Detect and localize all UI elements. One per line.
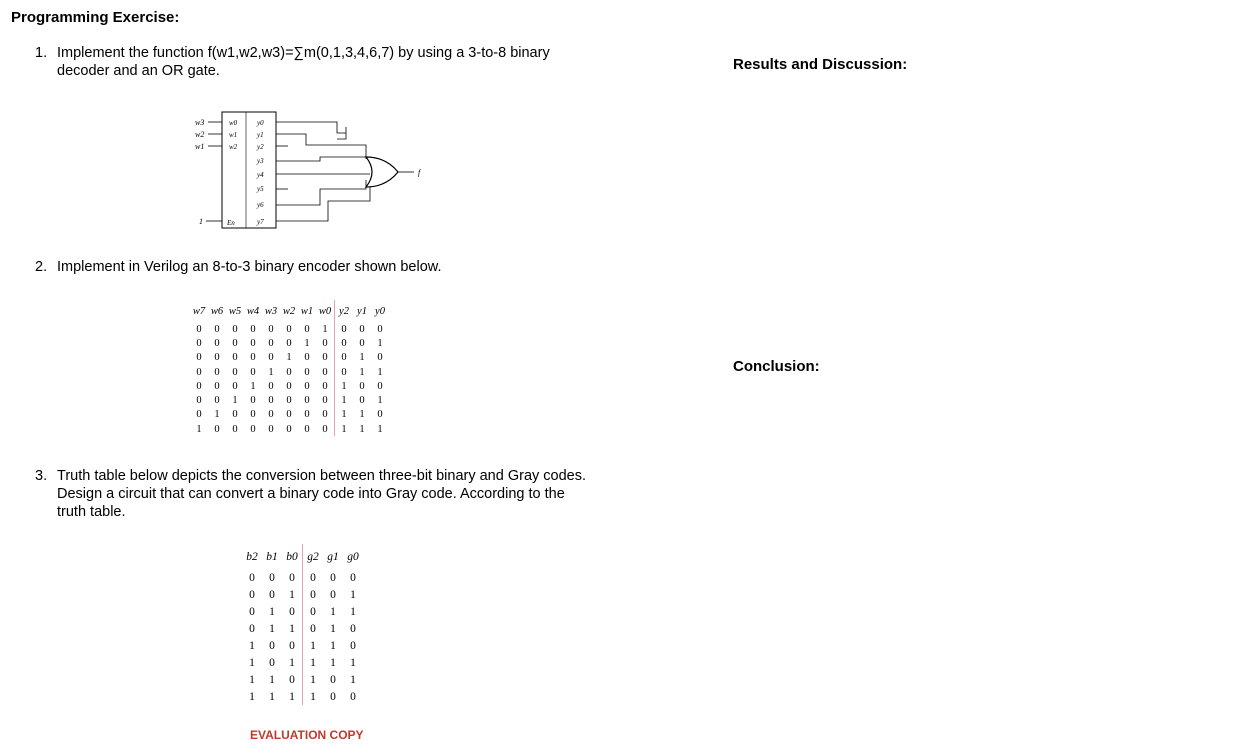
input-label: w1: [195, 142, 205, 151]
table-row: [242, 671, 363, 688]
decoder-input: w0: [229, 119, 238, 127]
table-cell: 0: [249, 622, 255, 635]
table-cell: 0: [322, 395, 328, 407]
exercise-text-line: Truth table below depicts the conversion between three-bit binary and Gray codes.: [57, 468, 587, 484]
table-row: [242, 637, 363, 654]
table-cell: 0: [196, 380, 202, 392]
table-cell: 0: [232, 423, 238, 435]
table-cell: 0: [250, 409, 256, 421]
table-cell: 1: [214, 409, 220, 421]
table-cell: 0: [350, 690, 356, 703]
table-cell: 0: [268, 395, 274, 407]
table-cell: 0: [359, 323, 365, 335]
table-row: [190, 351, 389, 365]
table-row: [190, 422, 389, 436]
table-row: [242, 620, 363, 637]
table-row: [242, 569, 363, 586]
table-cell: 0: [214, 380, 220, 392]
table-cell: 0: [268, 380, 274, 392]
table-cell: 1: [249, 673, 255, 686]
table-cell: 0: [286, 409, 292, 421]
table-cell: 1: [304, 337, 310, 349]
table-cell: 1: [359, 352, 365, 364]
table-cell: 0: [286, 380, 292, 392]
table-cell: 1: [377, 395, 383, 407]
table-cell: 1: [250, 380, 256, 392]
table-cell: 0: [359, 380, 365, 392]
table-cell: 0: [232, 337, 238, 349]
exercise-number: 2.: [35, 259, 48, 275]
table-cell: 1: [350, 673, 356, 686]
exercise-1: [35, 44, 597, 82]
table-cell: 0: [250, 352, 256, 364]
column-header: g2: [303, 544, 324, 569]
table-cell: 0: [303, 586, 324, 603]
exercise-text-line: Implement in Verilog an 8-to-3 binary encoder shown below.: [57, 259, 442, 275]
table-cell: 0: [249, 588, 255, 601]
table-row: [190, 379, 389, 393]
decoder-output: y6: [257, 201, 264, 209]
table-cell: 1: [335, 408, 354, 422]
table-cell: 0: [269, 571, 275, 584]
column-header: y0: [375, 305, 385, 317]
table-cell: 0: [330, 673, 336, 686]
table-cell: 1: [303, 688, 324, 705]
table-cell: 0: [322, 409, 328, 421]
table-cell: 1: [289, 690, 295, 703]
input-label: w2: [195, 130, 205, 139]
table-cell: 0: [289, 639, 295, 652]
table-cell: 1: [289, 656, 295, 669]
table-cell: 0: [249, 605, 255, 618]
table-cell: 0: [350, 622, 356, 635]
table-cell: 1: [286, 352, 292, 364]
decoder-output: y0: [257, 119, 264, 127]
table-cell: 0: [322, 423, 328, 435]
table-cell: 0: [304, 409, 310, 421]
table-cell: 1: [303, 654, 324, 671]
gray-code-truth-table: [242, 544, 363, 705]
exercise-text-line: truth table.: [57, 504, 126, 520]
table-cell: 0: [196, 337, 202, 349]
column-header: y1: [357, 305, 367, 317]
table-cell: 1: [359, 423, 365, 435]
or-gate-wiring: [276, 122, 370, 221]
table-cell: 1: [350, 605, 356, 618]
table-cell: 0: [322, 337, 328, 349]
column-header: b2: [246, 550, 258, 563]
table-cell: 0: [350, 639, 356, 652]
table-cell: 1: [330, 639, 336, 652]
table-cell: 0: [303, 603, 324, 620]
table-cell: 0: [214, 323, 220, 335]
table-cell: 1: [322, 323, 328, 335]
table-cell: 0: [289, 605, 295, 618]
table-cell: 0: [303, 620, 324, 637]
decoder-output: y2: [257, 143, 264, 151]
table-cell: 0: [214, 366, 220, 378]
table-row: [190, 322, 389, 336]
decoder-input: w1: [229, 131, 238, 139]
exercise-text-line: Implement the function f(w1,w2,w3)=∑m(0,1,3,4,6,7) by using a 3-to-8 binary: [57, 45, 550, 61]
table-cell: 0: [286, 366, 292, 378]
table-cell: 0: [269, 656, 275, 669]
table-row: [190, 408, 389, 422]
table-cell: 0: [289, 673, 295, 686]
table-cell: 0: [286, 337, 292, 349]
conclusion-heading: Conclusion:: [733, 358, 820, 375]
table-cell: 0: [214, 337, 220, 349]
decoder-box: [222, 112, 276, 228]
table-cell: 0: [250, 337, 256, 349]
table-cell: 0: [335, 365, 354, 379]
table-cell: 0: [268, 337, 274, 349]
table-row: [242, 688, 363, 705]
table-cell: 1: [330, 622, 336, 635]
table-cell: 1: [377, 366, 383, 378]
table-cell: 0: [232, 323, 238, 335]
table-cell: 1: [330, 605, 336, 618]
table-cell: 0: [268, 352, 274, 364]
table-cell: 1: [377, 423, 383, 435]
table-cell: 1: [249, 690, 255, 703]
exercise-number: 3.: [35, 468, 48, 484]
table-cell: 0: [214, 423, 220, 435]
column-header: w5: [228, 305, 242, 317]
table-cell: 0: [304, 395, 310, 407]
column-header: w6: [210, 305, 224, 317]
table-row: [242, 586, 363, 603]
table-cell: 1: [269, 605, 275, 618]
output-label: f: [418, 168, 421, 177]
table-cell: 0: [377, 323, 383, 335]
table-cell: 0: [335, 336, 354, 350]
table-cell: 0: [304, 380, 310, 392]
table-cell: 0: [335, 322, 354, 336]
exercise-3: [35, 467, 597, 523]
table-cell: 1: [269, 690, 275, 703]
table-cell: 1: [269, 622, 275, 635]
table-cell: 1: [335, 422, 354, 436]
column-header: w1: [300, 305, 314, 317]
table-cell: 0: [322, 352, 328, 364]
exercise-text-line: Design a circuit that can convert a binary code into Gray code. According to the: [57, 486, 565, 502]
page-title: Programming Exercise:: [11, 9, 180, 26]
table-cell: 0: [196, 323, 202, 335]
table-cell: 0: [268, 409, 274, 421]
table-cell: 0: [250, 323, 256, 335]
table-cell: 0: [196, 352, 202, 364]
table-cell: 1: [335, 379, 354, 393]
exercise-number: 1.: [35, 45, 48, 61]
table-cell: 0: [269, 588, 275, 601]
table-cell: 0: [335, 351, 354, 365]
table-cell: 1: [289, 622, 295, 635]
enable-value: 1: [199, 217, 203, 226]
decoder-output: y4: [257, 171, 264, 179]
table-cell: 0: [232, 366, 238, 378]
table-cell: 0: [249, 571, 255, 584]
table-cell: 0: [350, 571, 356, 584]
table-row: [242, 603, 363, 620]
table-cell: 0: [196, 409, 202, 421]
table-cell: 0: [268, 323, 274, 335]
results-heading: Results and Discussion:: [733, 56, 908, 73]
table-cell: 1: [268, 366, 274, 378]
exercise-text-line: decoder and an OR gate.: [57, 63, 220, 79]
table-cell: 1: [377, 337, 383, 349]
or-gate: [366, 157, 398, 187]
table-cell: 0: [250, 423, 256, 435]
table-row: [242, 654, 363, 671]
table-cell: 1: [232, 395, 238, 407]
table-row: [190, 365, 389, 379]
input-label: w3: [195, 118, 205, 127]
table-cell: 0: [214, 352, 220, 364]
table-cell: 0: [322, 380, 328, 392]
column-header: w0: [318, 305, 332, 317]
column-header: b1: [266, 550, 278, 563]
table-cell: 1: [335, 393, 354, 407]
table-cell: 0: [250, 366, 256, 378]
table-cell: 0: [304, 423, 310, 435]
table-cell: 1: [350, 588, 356, 601]
table-cell: 0: [196, 395, 202, 407]
table-cell: 1: [359, 366, 365, 378]
column-header: g1: [327, 550, 339, 563]
table-cell: 0: [269, 639, 275, 652]
table-cell: 0: [304, 352, 310, 364]
table-cell: 0: [304, 366, 310, 378]
column-header: y2: [335, 300, 354, 322]
table-cell: 0: [232, 352, 238, 364]
evaluation-note: EVALUATION COPY: [250, 728, 364, 742]
table-cell: 0: [286, 395, 292, 407]
table-cell: 1: [196, 423, 202, 435]
table-cell: 0: [322, 366, 328, 378]
table-cell: 0: [359, 395, 365, 407]
enable-label: En: [227, 219, 235, 227]
table-cell: 0: [303, 569, 324, 586]
decoder-diagram: [180, 105, 440, 235]
table-cell: 1: [269, 673, 275, 686]
table-cell: 1: [330, 656, 336, 669]
decoder-output: y1: [257, 131, 264, 139]
table-cell: 0: [377, 380, 383, 392]
table-cell: 0: [330, 690, 336, 703]
table-cell: 0: [196, 366, 202, 378]
decoder-output: y5: [257, 185, 264, 193]
column-header: w2: [282, 305, 296, 317]
table-cell: 0: [286, 423, 292, 435]
column-header: b0: [286, 550, 298, 563]
table-cell: 1: [303, 637, 324, 654]
table-cell: 0: [214, 395, 220, 407]
table-cell: 1: [303, 671, 324, 688]
decoder-output: y7: [257, 218, 264, 226]
table-row: [190, 336, 389, 350]
table-cell: 0: [286, 323, 292, 335]
table-cell: 0: [330, 588, 336, 601]
decoder-output: y3: [257, 157, 264, 165]
table-cell: 1: [289, 588, 295, 601]
table-cell: 0: [377, 352, 383, 364]
column-header: g0: [347, 550, 359, 563]
column-header: w4: [246, 305, 260, 317]
table-cell: 0: [377, 409, 383, 421]
table-cell: 0: [330, 571, 336, 584]
table-cell: 1: [350, 656, 356, 669]
table-cell: 1: [249, 656, 255, 669]
table-cell: 1: [359, 409, 365, 421]
encoder-truth-table: [190, 300, 389, 436]
table-cell: 0: [359, 337, 365, 349]
table-cell: 0: [289, 571, 295, 584]
table-cell: 0: [232, 380, 238, 392]
exercise-2: [35, 258, 597, 276]
table-row: [190, 393, 389, 407]
table-cell: 0: [250, 395, 256, 407]
column-header: w3: [264, 305, 278, 317]
table-cell: 0: [232, 409, 238, 421]
decoder-input: w2: [229, 143, 238, 151]
column-header: w7: [192, 305, 206, 317]
table-cell: 0: [268, 423, 274, 435]
table-cell: 1: [249, 639, 255, 652]
table-cell: 0: [304, 323, 310, 335]
